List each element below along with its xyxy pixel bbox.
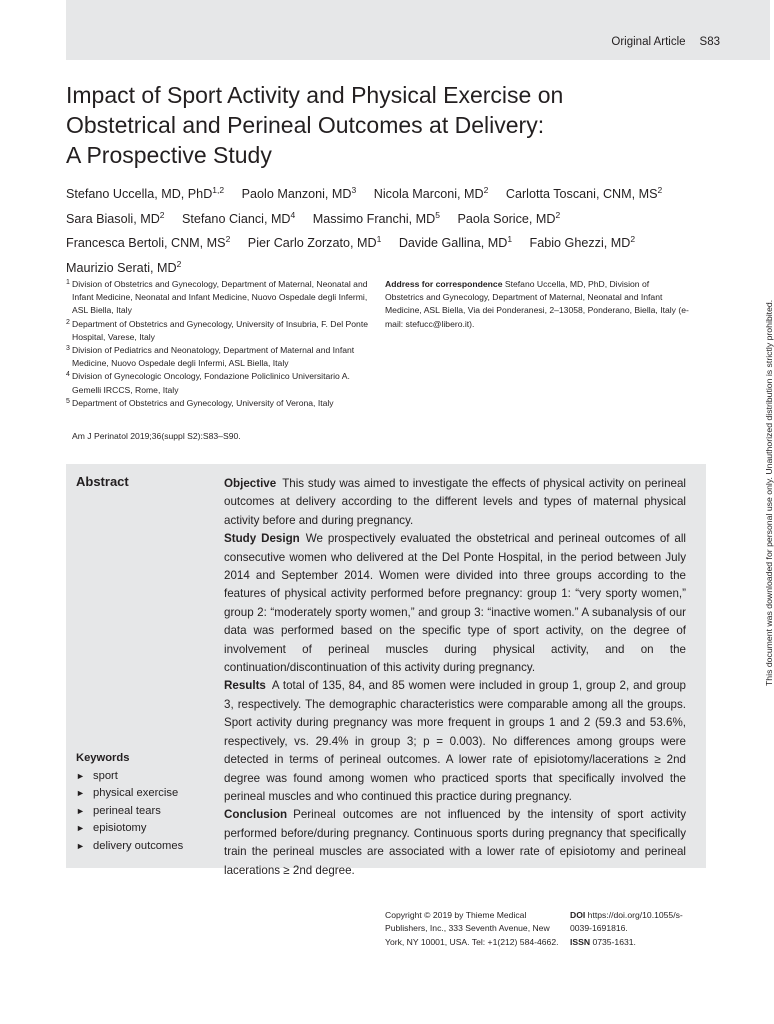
affiliation: 4 Division of Gynecologic Oncology, Fondazione Policlinico Universitario A. Gemelli IRCCS, Rome, Italy <box>66 371 350 395</box>
author: Stefano Uccella, MD, PhD$^{1,2}$ <box>66 185 225 202</box>
author: Davide Gallina, $MD^1$ <box>398 233 513 251</box>
header-band <box>66 0 770 60</box>
abstract-box <box>66 464 706 877</box>
running-header <box>611 36 720 48</box>
affiliation: 2 Department of Obstetrics and Gynecology, University of Insubria, F. Del Ponte Hospital, Varese, Italy <box>66 318 368 342</box>
arrow-bullet-icon: ► <box>76 770 85 781</box>
keyword-item: ► delivery outcomes <box>76 838 183 856</box>
abstract-study-design: Study Design We prospectively evaluated the obstetrical and perineal outcomes of all consecutive women who delivered at the Del Ponte Hospital, in the period between July 2014 and September 2014. Women were divided into three groups according to the features of physical activity performed before pregnancy: group 1: “very sporty women,” group 2: “moderately sporty women,” and group 3: “inactive women.” A subanalysis of our data was performed based on the specific type of sport activity, on the degree of involvement of perineal muscles during physical activity, and on the continuation/discontinuation of this activity during pregnancy. <box>224 532 686 675</box>
keywords <box>76 750 183 855</box>
author: Francesca Bertoli, CNM, $MS^2$ <box>66 233 231 251</box>
keyword-item: ► sport <box>76 768 183 786</box>
affiliation: 5 Department of Obstetrics and Gynecology, University of Verona, Italy <box>66 397 334 408</box>
doi-link[interactable]: https://doi.org/10.1055/s-0039-1691816. <box>570 910 683 934</box>
author: Nicola Marconi, $MD^2$ <box>373 185 489 202</box>
article-type: Original Article <box>611 36 686 48</box>
keyword-list <box>76 768 183 856</box>
abstract-conclusion: Conclusion Perineal outcomes are not influenced by the intensity of sport activity performed before/during pregnancy. Continuous sports during pregnancy that specifically train the perineal muscles are associated with a lower rate of episiotomy and perineal lacerations ≥ 2nd degree. <box>224 808 686 877</box>
keywords-heading: Keywords <box>76 752 130 764</box>
arrow-bullet-icon: ► <box>76 823 85 833</box>
correspondence-address <box>385 278 690 331</box>
doi-label: DOI <box>570 910 586 920</box>
author: Pier Carlo Zorzato, $MD^1$ <box>247 233 382 251</box>
journal-citation: Am J Perinatol 2019;36(suppl S2):S83–S90. <box>72 431 241 441</box>
correspondence-text: Stefano Uccella, MD, PhD, Division of Obstetrics and Gynecology, Department of Maternal, Neonatal and Infant Medicine, ASL Biella, Via dei Ponderanesi, 2–13058, Ponderano, Biella, Italy (e-mail: stefucc@libero.it). <box>385 279 689 329</box>
author: Paolo Manzoni, $MD^3$ <box>241 185 357 202</box>
arrow-bullet-icon: ► <box>76 840 85 851</box>
issn-value: 0735-1631. <box>592 936 636 947</box>
article-title: Impact of Sport Activity and Physical Exercise on Obstetrical and Perineal Outcomes at Delivery: A Prospective Study <box>66 82 564 168</box>
author: Carlotta Toscani, CNM, $MS^2$ <box>505 185 663 202</box>
author: Sara Biasoli, $MD^2$ <box>66 209 165 226</box>
abstract-text <box>224 475 686 880</box>
author: Maurizio Serati, $MD^2$ <box>66 258 182 275</box>
correspondence-label: Address for correspondence <box>385 279 503 289</box>
download-notice: This document was downloaded for personal use only. Unauthorized distribution is strictly prohibited. <box>764 299 774 686</box>
author: Massimo Franchi, $MD^5$ <box>312 209 440 226</box>
keyword-item: ► episiotomy <box>76 820 183 838</box>
arrow-bullet-icon: ► <box>76 805 85 816</box>
keyword-item: ► physical exercise <box>76 785 183 803</box>
page-number: S83 <box>699 36 720 48</box>
keyword-item: ► perineal tears <box>76 803 183 821</box>
copyright-notice: Copyright © 2019 by Thieme Medical Publishers, Inc., 333 Seventh Avenue, New York, NY 10001, USA. Tel: +1(212) 584-4662. <box>385 910 559 947</box>
author: Stefano Cianci, $MD^4$ <box>182 209 296 226</box>
abstract-heading: Abstract <box>76 474 129 489</box>
affiliations <box>66 278 371 410</box>
arrow-bullet-icon: ► <box>76 788 85 798</box>
abstract-results: Results A total of 135, 84, and 85 women were included in group 1, group 2, and group 3, respectively. The demographic characteristics were comparable among all the groups. Sport activity during pregnancy was more frequent in groups 1 and 2 (59.3 and 53.6%, respectively, vs. 29.4% in group 3; p = 0.003). No differences among groups were detected in terms of perineal outcomes. A lower rate of episiotomy/lacerations ≥ 2nd degree was found among women who practiced sports that specifically involved the perineal muscles and who continued this practice during pregnancy. <box>224 679 686 803</box>
affiliation: 1 Division of Obstetrics and Gynecology, Department of Maternal, Neonatal and Infant Medicine, Neonatal and Infant Medicine, Nuovo Ospedale degli Infermi, ASL Biella, Italy <box>66 279 368 316</box>
issn-label: ISSN <box>570 936 591 947</box>
abstract-objective: Objective This study was aimed to investigate the effects of physical activity on perineal outcomes at delivery according to the different levels and types of maternal physical activity before and during pregnancy. <box>224 477 686 527</box>
doi-block <box>570 909 700 949</box>
affiliation: 3 Division of Pediatrics and Neonatology, Department of Maternal and Infant Medicine, Nuovo Ospedale degli Infermi, ASL Biella, Italy <box>66 345 355 369</box>
author: Fabio Ghezzi, $MD^2$ <box>529 233 636 251</box>
author-list <box>66 180 706 278</box>
author: Paola Sorice, $MD^2$ <box>457 209 561 226</box>
